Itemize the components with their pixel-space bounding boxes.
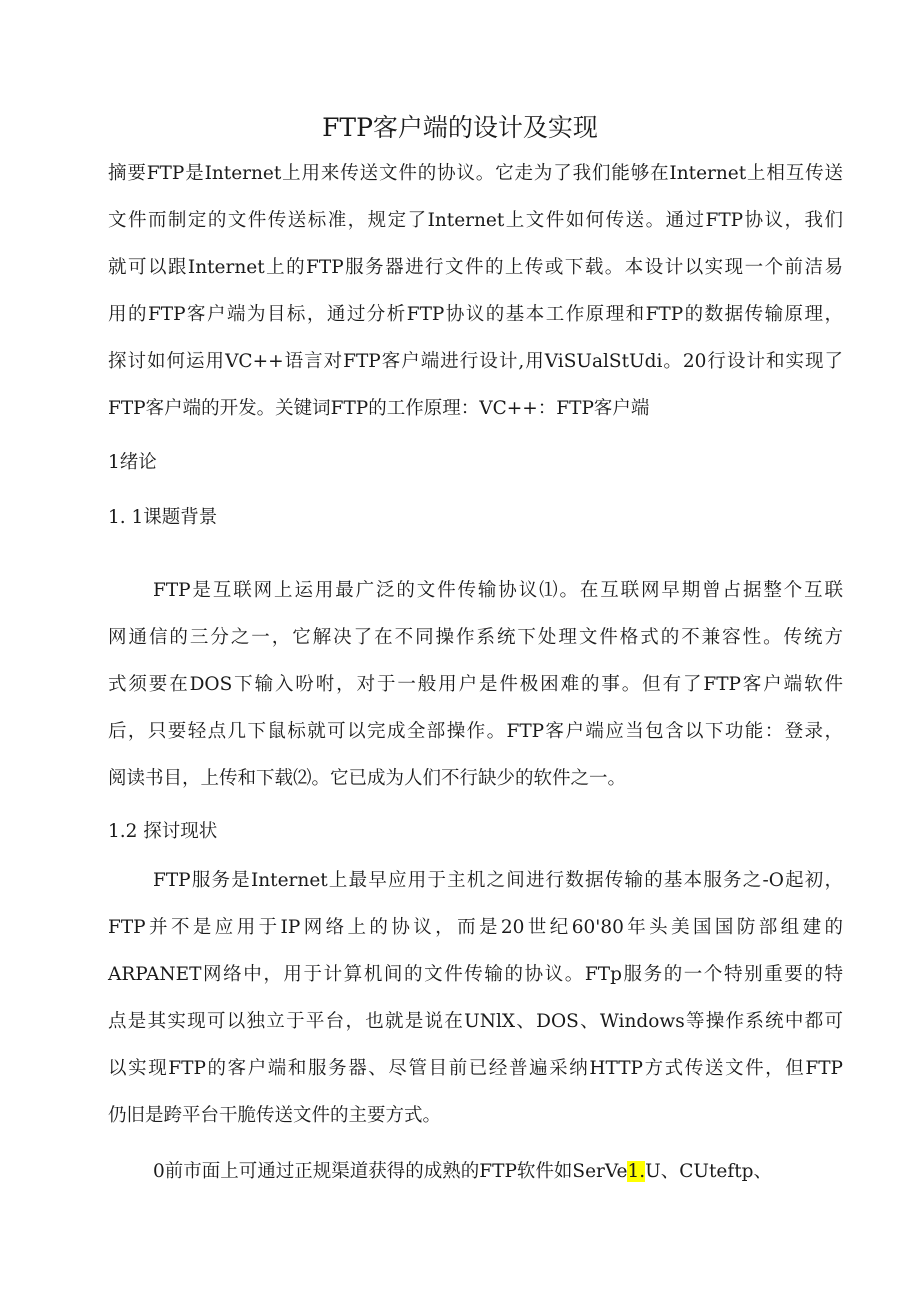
section-1-1-paragraph bbox=[108, 567, 843, 802]
body-line: 式须要在DOS下输入吩咐，对于一般用户是件极困难的事。但有了FTP客户端软件 bbox=[108, 674, 843, 695]
section-1-2-paragraph bbox=[108, 857, 843, 1139]
heading-chapter-1: 1绪论 bbox=[108, 452, 157, 473]
heading-section-1-2: 1.2 探讨现状 bbox=[108, 821, 218, 842]
body-line: FTP服务是Internet上最早应用于主机之间进行数据传输的基本服务之-O起初， bbox=[153, 870, 843, 891]
text-run: 0前市面上可通过正规渠道获得的成熟的FTP软件如SerVe bbox=[153, 1161, 628, 1182]
text-run: U、CUteftp、 bbox=[645, 1161, 772, 1182]
body-line bbox=[108, 1148, 843, 1195]
abstract-line: 就可以跟Internet上的FTP服务器进行文件的上传或下载。本设计以实现一个前洁易 bbox=[108, 257, 843, 278]
abstract-line: 探讨如何运用VC++语言对FTP客户端进行设计,用ViSUalStUdi。20行设计和实现了 bbox=[108, 351, 843, 372]
body-line: FTP并不是应用于IP网络上的协议，而是20世纪60'80年头美国国防部组建的 bbox=[108, 917, 843, 938]
body-line: 仍旧是跨平台干脆传送文件的主要方式。 bbox=[108, 1105, 442, 1126]
highlighted-text: 1. bbox=[627, 1161, 646, 1182]
abstract-line: FTP客户端的开发。关键词FTP的工作原理：VC++：FTP客户端 bbox=[108, 398, 650, 419]
trailing-paragraph bbox=[108, 1148, 843, 1195]
abstract-paragraph bbox=[108, 150, 843, 432]
document-title: FTP客户端的设计及实现 bbox=[322, 113, 598, 142]
heading-section-1-1: 1. 1课题背景 bbox=[108, 507, 218, 528]
body-line: 点是其实现可以独立于平台，也就是说在UNlX、DOS、Windows等操作系统中都可 bbox=[108, 1011, 843, 1032]
abstract-line: 用的FTP客户端为目标，通过分析FTP协议的基本工作原理和FTP的数据传输原理， bbox=[108, 304, 843, 325]
abstract-line: 摘要FTP是Internet上用来传送文件的协议。它走为了我们能够在Internet上相互传送 bbox=[108, 163, 843, 184]
abstract-line: 文件而制定的文件传送标准，规定了Internet上文件如何传送。通过FTP协议，我们 bbox=[108, 210, 843, 231]
body-line: ARPANET网络中，用于计算机间的文件传输的协议。FTp服务的一个特别重要的特 bbox=[108, 964, 843, 985]
body-line: 后，只要轻点几下鼠标就可以完成全部操作。FTP客户端应当包含以下功能：登录， bbox=[108, 721, 843, 742]
body-line: FTP是互联网上运用最广泛的文件传输协议⑴。在互联网早期曾占据整个互联 bbox=[153, 580, 843, 601]
body-line: 网通信的三分之一，它解决了在不同操作系统下处理文件格式的不兼容性。传统方 bbox=[108, 627, 843, 648]
body-line: 以实现FTP的客户端和服务器、尽管目前已经普遍采纳HTTP方式传送文件，但FTP bbox=[108, 1058, 843, 1079]
body-line: 阅读书目，上传和下载⑵。它已成为人们不行缺少的软件之一。 bbox=[108, 768, 627, 789]
